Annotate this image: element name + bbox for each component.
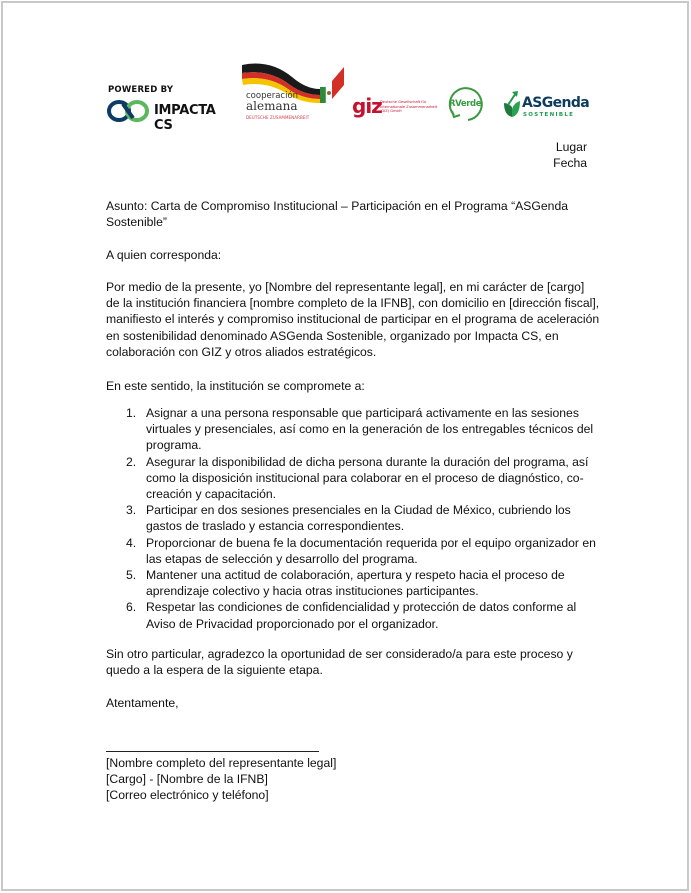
letter-closing-paragraph: Sin otro particular, agradezco la oportunidad de ser considerado/a para este proceso y quedo a la espera de la siguiente etapa. [106,647,573,678]
giz-logo [352,96,447,122]
letter-greeting: A quien corresponda: [106,248,222,262]
letter-subject: Asunto: Carta de Compromiso Institucional – Participación en el Programa “ASGenda Sostenible” [106,199,569,230]
rverde-logo [446,85,486,123]
list-number: 2. [126,454,137,469]
impacta-cs-logo [106,85,231,133]
impacta-cs-name: IMPACTA CS [154,103,216,133]
signature-contact: [Correo electrónico y teléfono] [106,788,269,802]
letter-closing: Atentamente, [106,696,179,710]
list-number: 5. [126,568,137,583]
list-item [106,535,600,567]
signature-role: [Cargo] - [Nombre de la IFNB] [106,772,268,786]
commitments-intro: En este sentido, la institución se compromete a: [106,379,365,393]
deutsche-zusammenarbeit-label: DEUTSCHE ZUSAMMENARBEIT [246,115,310,120]
date-field: Fecha [553,156,587,170]
infinity-loop-icon [106,99,150,123]
document-page [1,1,689,891]
rverde-name: RVerde [449,99,482,109]
cooperacion-label: cooperación [246,91,299,101]
leaf-arrow-icon [502,89,522,119]
list-item [106,502,600,534]
asgenda-name: ASGenda [522,95,590,111]
list-item-text: Participar en dos sesiones presenciales en la Ciudad de México, cubriendo los gastos de traslado y estancia correspondientes. [146,503,571,534]
commitments-list [106,405,600,632]
list-item-text: Asignar a una persona responsable que participará activamente en las sesiones virtuales y presenciales, así como en la generación de los entregables técnicos del programa. [146,406,594,453]
giz-full-name: Deutsche Gesellschaft für Internationale Zusammenarbeit (GIZ) GmbH [380,100,438,114]
list-item-text: Asegurar la disponibilidad de dicha persona durante la duración del programa, así como la disposición institucional para colaborar en el proceso de diagnóstico, co-creación y capacitación. [146,454,589,502]
list-item-text: Mantener una actitud de colaboración, apertura y respeto hacia el proceso de aprendizaje colectivo y hacia otras instituciones participantes. [146,568,565,599]
giz-mark: giz [352,94,382,118]
place-field: Lugar [555,140,587,154]
asgenda-sostenible-logo [502,89,590,121]
list-item [106,454,600,503]
list-number: 6. [126,600,137,615]
list-number: 4. [126,535,137,550]
list-item [106,405,600,454]
powered-by-label: POWERED BY [108,85,174,95]
logo-strip [3,3,687,133]
letter-intro-paragraph: Por medio de la presente, yo [Nombre del representante legal], en mi carácter de [cargo] de la institución financiera [nombre completo de la IFNB], con domicilio en [dirección fiscal], manifiesto el interés y compromiso institucional de participar en el programa de aceleración en sostenibilidad denominado ASGenda Sostenible, organizado por Impacta CS, en colaboración con GIZ y otros aliados estratégicos. [106,280,600,359]
list-item-text: Respetar las condiciones de confidencialidad y protección de datos conforme al Aviso de Privacidad proporcionado por el organizador. [146,600,577,631]
list-number: 3. [126,503,137,518]
list-item [106,567,600,599]
signature-line [106,751,319,752]
signature-name: [Nombre completo del representante legal] [106,756,337,770]
cooperacion-alemana-logo [240,59,348,123]
alemana-label: alemana [246,99,298,113]
asgenda-tagline: SOSTENIBLE [523,112,575,118]
list-item [106,599,600,631]
list-item-text: Proporcionar de buena fe la documentación requerida por el equipo organizador en las etapas de selección y desarrollo del programa. [146,535,596,566]
list-number: 1. [126,406,137,420]
